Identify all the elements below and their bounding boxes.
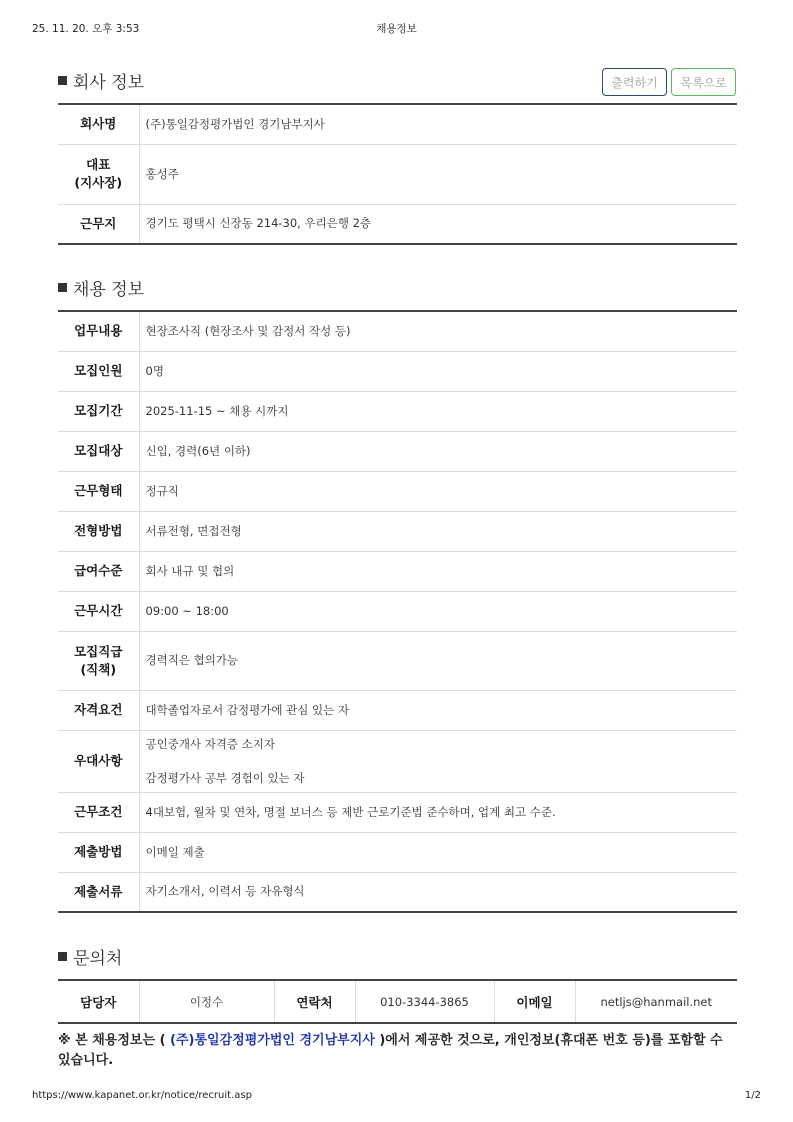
recruit-row xyxy=(58,832,737,872)
company-row xyxy=(58,104,737,144)
duty-value: 현장조사직 (현장조사 및 감정서 작성 등) xyxy=(139,311,737,351)
phone-value: 010-3344-3865 xyxy=(355,980,494,1023)
preference-label: 우대사항 xyxy=(58,730,139,792)
period-label: 모집기간 xyxy=(58,391,139,431)
print-datetime: 25. 11. 20. 오후 3:53 xyxy=(32,23,140,35)
company-row xyxy=(58,204,737,244)
contact-row xyxy=(58,980,737,1023)
qualification-value: 대학졸업자로서 감정평가에 관심 있는 자 xyxy=(139,690,737,730)
representative-value: 홍성주 xyxy=(139,144,737,204)
privacy-notice xyxy=(58,1031,737,1071)
square-bullet-icon xyxy=(58,283,67,292)
recruit-row xyxy=(58,730,737,792)
print-header-title: 채용정보 xyxy=(376,23,417,35)
salary-value: 회사 내규 및 협의 xyxy=(139,551,737,591)
recruit-row xyxy=(58,471,737,511)
submission-method-label: 제출방법 xyxy=(58,832,139,872)
recruit-row xyxy=(58,431,737,471)
notice-prefix: ※ 본 채용정보는 ( xyxy=(58,1033,171,1048)
square-bullet-icon xyxy=(58,952,67,961)
conditions-label: 근무조건 xyxy=(58,792,139,832)
work-hours-value: 09:00 ~ 18:00 xyxy=(139,591,737,631)
employment-type-value: 정규직 xyxy=(139,471,737,511)
period-value: 2025-11-15 ~ 채용 시까지 xyxy=(139,391,737,431)
recruit-row xyxy=(58,872,737,912)
documents-label: 제출서류 xyxy=(58,872,139,912)
print-button[interactable]: 출력하기 xyxy=(602,68,667,96)
phone-label: 연락처 xyxy=(274,980,355,1023)
company-section-label: 회사 정보 xyxy=(73,73,145,93)
list-button[interactable]: 목록으로 xyxy=(671,68,736,96)
employment-type-label: 근무형태 xyxy=(58,471,139,511)
conditions-value: 4대보험, 월차 및 연차, 명절 보너스 등 제반 근로기준법 준수하며, 업계 최고 수준. xyxy=(139,792,737,832)
submission-method-value: 이메일 제출 xyxy=(139,832,737,872)
print-page-number: 1/2 xyxy=(744,1090,761,1101)
print-footer-url: https://www.kapanet.or.kr/notice/recruit.asp xyxy=(32,1090,252,1101)
recruit-section-title xyxy=(58,275,144,300)
notice-suffix: )에서 제공한 것으로, 개인정보(휴대폰 번호 등)를 포함할 수 있습니다. xyxy=(58,1033,723,1068)
headcount-label: 모집인원 xyxy=(58,351,139,391)
salary-label: 급여수준 xyxy=(58,551,139,591)
company-info-table xyxy=(58,103,737,245)
notice-company-name: (주)통일감정평가법인 경기남부지사 xyxy=(170,1033,375,1048)
company-name-label: 회사명 xyxy=(58,104,139,144)
headcount-value: 0명 xyxy=(139,351,737,391)
position-value: 경력직은 협의가능 xyxy=(139,631,737,690)
recruit-row xyxy=(58,551,737,591)
recruit-row xyxy=(58,311,737,351)
position-label: 모집직급 (직책) xyxy=(58,631,139,690)
contact-section-label: 문의처 xyxy=(73,949,123,969)
work-hours-label: 근무시간 xyxy=(58,591,139,631)
selection-method-value: 서류전형, 면접전형 xyxy=(139,511,737,551)
documents-value: 자기소개서, 이력서 등 자유형식 xyxy=(145,884,305,899)
recruit-info-table xyxy=(58,310,737,913)
recruit-row xyxy=(58,351,737,391)
workplace-label: 근무지 xyxy=(58,204,139,244)
recruit-row xyxy=(58,792,737,832)
manager-value: 이정수 xyxy=(139,980,274,1023)
company-row xyxy=(58,144,737,204)
email-label: 이메일 xyxy=(494,980,575,1023)
contact-table xyxy=(58,979,737,1024)
qualification-label: 자격요건 xyxy=(58,690,139,730)
recruit-section-label: 채용 정보 xyxy=(73,280,145,300)
recruit-row xyxy=(58,511,737,551)
recruit-row xyxy=(58,591,737,631)
manager-label: 담당자 xyxy=(58,980,139,1023)
target-value: 신입, 경력(6년 이하) xyxy=(139,431,737,471)
recruit-row xyxy=(58,391,737,431)
target-label: 모집대상 xyxy=(58,431,139,471)
selection-method-label: 전형방법 xyxy=(58,511,139,551)
company-name-value: (주)통일감정평가법인 경기남부지사 xyxy=(139,104,737,144)
recruit-row xyxy=(58,690,737,730)
representative-label: 대표 (지사장) xyxy=(58,144,139,204)
preference-value: 공인중개사 자격증 소지자 감정평가사 공부 경험이 있는 자 xyxy=(139,730,737,792)
recruit-row xyxy=(58,631,737,690)
company-section-title xyxy=(58,68,144,93)
workplace-value: 경기도 평택시 신장동 214-30, 우리은행 2층 xyxy=(145,216,372,231)
duty-label: 업무내용 xyxy=(58,311,139,351)
contact-section-title xyxy=(58,944,122,969)
square-bullet-icon xyxy=(58,76,67,85)
email-value: netljs@hanmail.net xyxy=(600,994,713,1009)
